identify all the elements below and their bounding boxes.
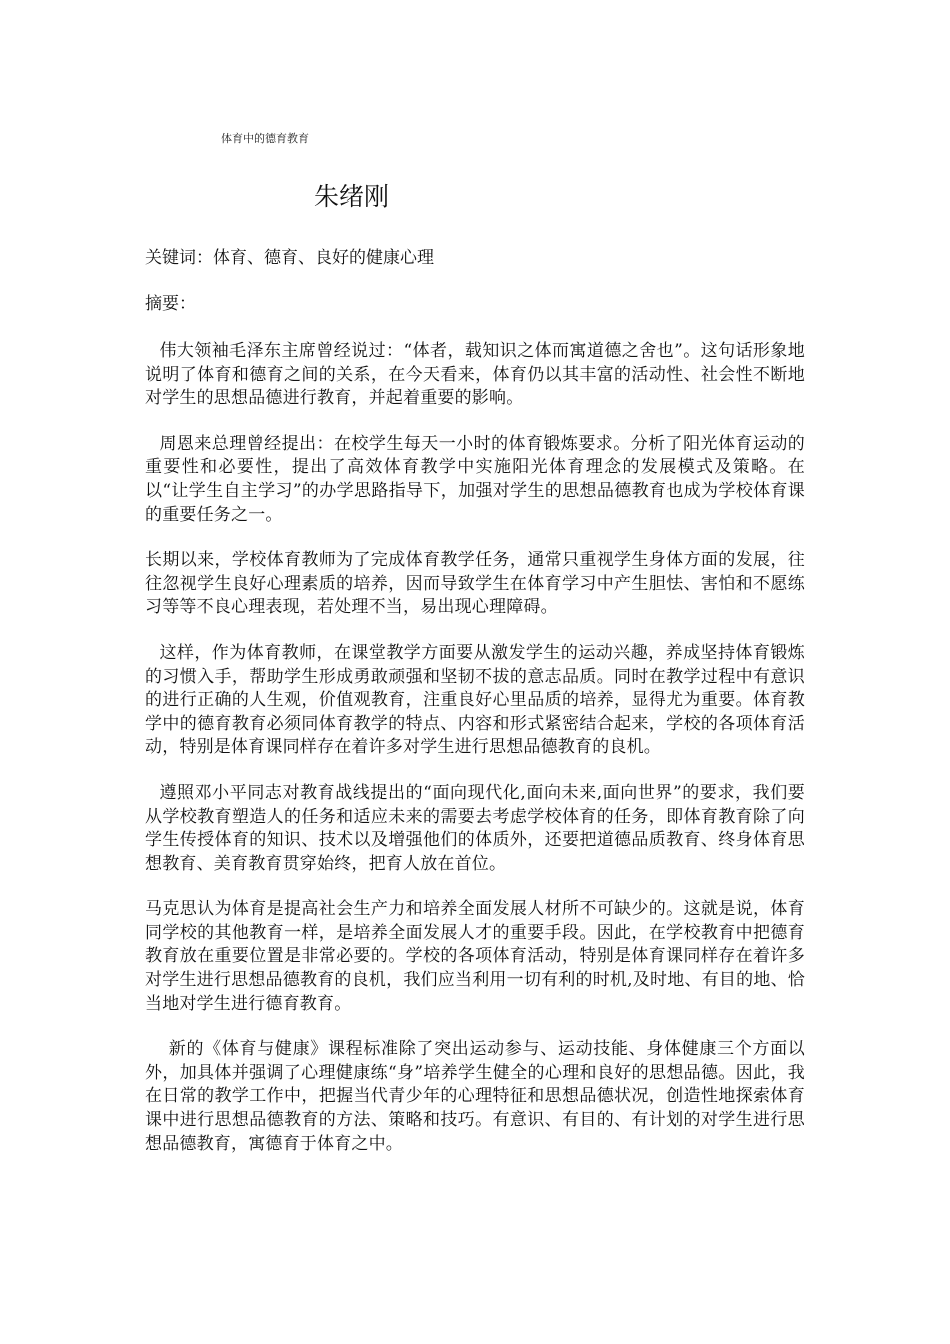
paragraph-mao-quote: 伟大领袖毛泽东主席曾经说过：“体者，载知识之体而寓道德之舍也”。这句话形象地说明了体育和德育之间的关系，在今天看来，体育仍以其丰富的活动性、社会性不断地对学生的思想品德进行教育，并起着重要的影响。 [145,341,805,409]
document-header-title: 体育中的德育教育 [221,132,309,145]
paragraph-pe-teacher: 这样，作为体育教师，在课堂教学方面要从激发学生的运动兴趣，养成坚持体育锻炼的习惯入手，帮助学生形成勇敢顽强和坚韧不拔的意志品质。同时在教学过程中有意识的进行正确的人生观，价值观教育，注重良好心里品质的培养，显得尤为重要。体育教学中的德育教育必须同体育教学的特点、内容和形式紧密结合起来，学校的各项体育活动，特别是体育课同样存在着许多对学生进行思想品德教育的良机。 [145,642,805,758]
paragraph-curriculum-standard: 新的《体育与健康》课程标准除了突出运动参与、运动技能、身体健康三个方面以外，加具体并强调了心理健康练“身”培养学生健全的心理和良好的思想品德。因此，我在日常的教学工作中，把握当代青少年的心理特征和思想品德状况，创造性地探索体育课中进行思想品德教育的方法、策略和技巧。有意识、有目的、有计划的对学生进行思想品德教育，寓德育于体育之中。 [145,1039,805,1154]
paragraph-long-term: 长期以来，学校体育教师为了完成体育教学任务，通常只重视学生身体方面的发展，往往忽视学生良好心理素质的培养，因而导致学生在体育学习中产生胆怯、害怕和不愿练习等等不良心理表现，若处理不当，易出现心理障碍。 [145,550,805,618]
paragraph-zhou-enlai: 周恩来总理曾经提出：在校学生每天一小时的体育锻炼要求。分析了阳光体育运动的重要性和必要性，提出了高效体育教学中实施阳光体育理念的发展模式及策略。在以“让学生自主学习”的办学思路指导下，加强对学生的思想品德教育也成为学校体育课的重要任务之一。 [145,433,805,525]
abstract-label: 摘要： [145,294,196,314]
author-name: 朱绪刚 [314,182,390,211]
keywords-line: 关键词：体育、德育、良好的健康心理 [145,248,434,268]
paragraph-marx: 马克思认为体育是提高社会生产力和培养全面发展人材所不可缺少的。这就是说，体育同学校的其他教育一样，是培养全面发展人才的重要手段。因此，在学校教育中把德育教育放在重要位置是非常必要的。学校的各项体育活动，特别是体育课同样存在着许多对学生进行思想品德教育的良机，我们应当利用一切有利的时机,及时地、有目的地、恰当地对学生进行德育教育。 [145,899,805,1014]
paragraph-deng-xiaoping: 遵照邓小平同志对教育战线提出的“面向现代化,面向未来,面向世界”的要求，我们要从学校教育塑造人的任务和适应未来的需要去考虑学校体育的任务，即体育教育除了向学生传授体育的知识、技术以及增强他们的体质外，还要把道德品质教育、终身体育思想教育、美育教育贯穿始终，把育人放在首位。 [145,782,805,874]
document-body [145,340,805,1178]
